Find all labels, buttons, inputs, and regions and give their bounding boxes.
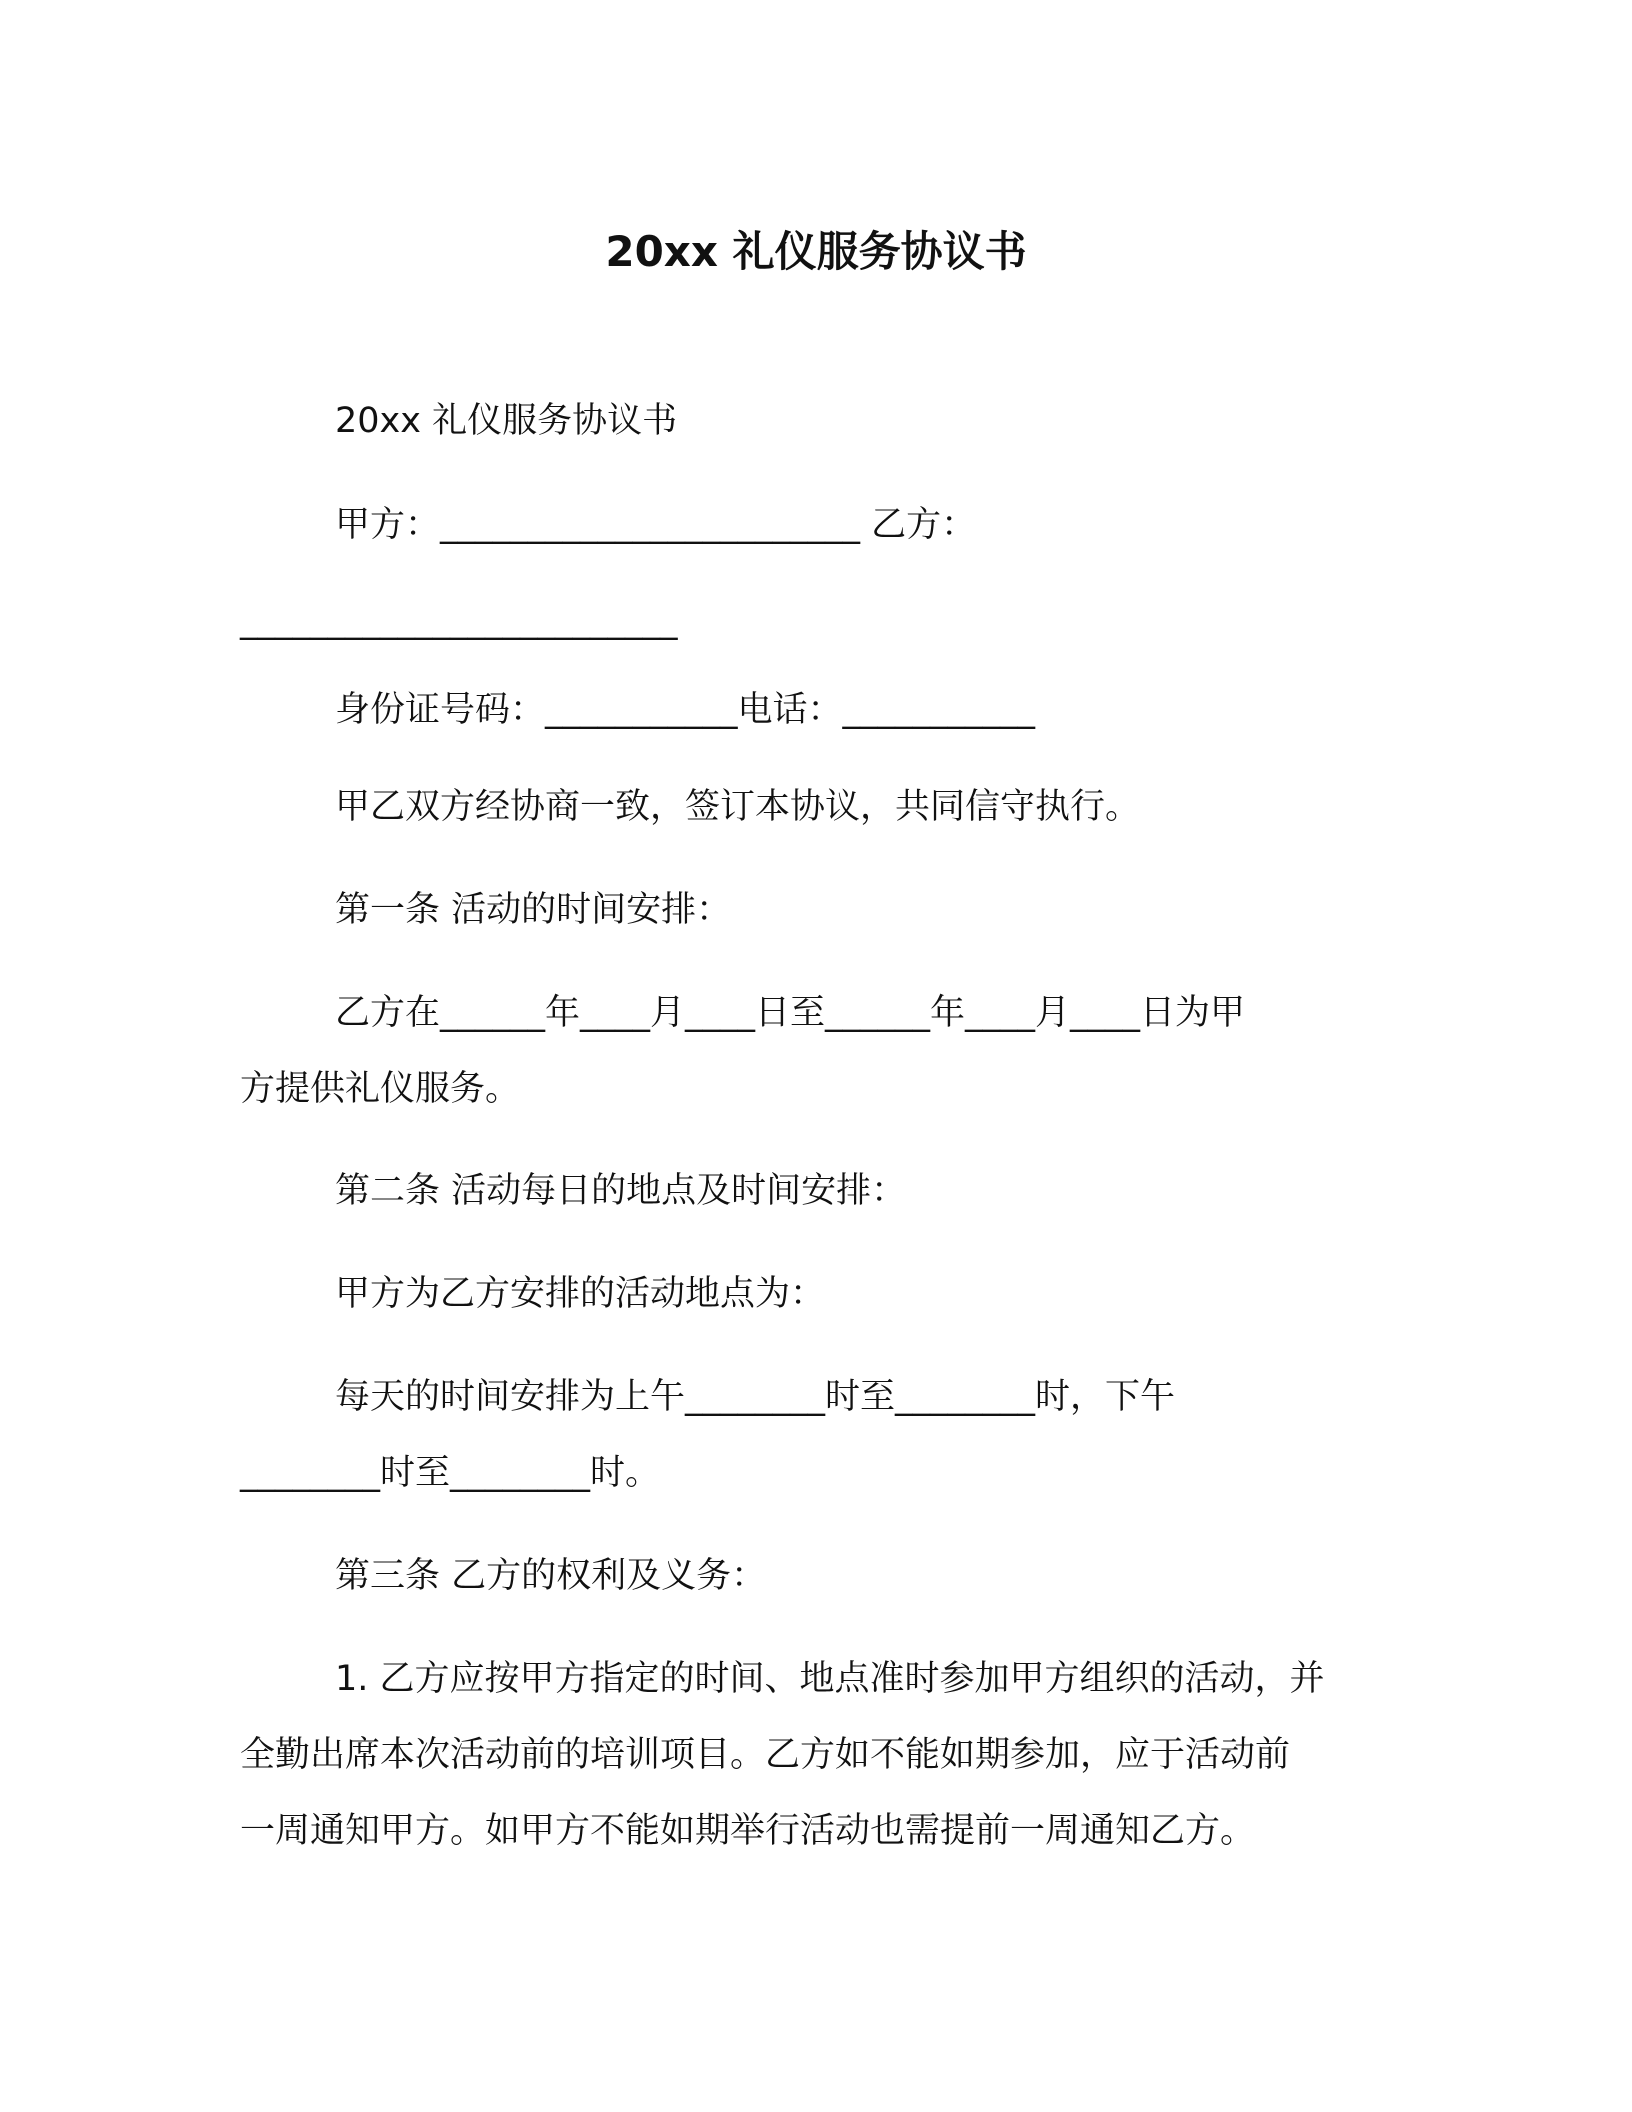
party-a-b-line: 甲方：________________________ 乙方： [335, 505, 977, 545]
article-3-item-1-line-3: 一周通知甲方。如甲方不能如期举行活动也需提前一周通知乙方。 [240, 1811, 1256, 1851]
article-3-heading: 第三条 乙方的权利及义务： [335, 1556, 767, 1596]
article-1-text-1: 乙方在______年____月____日至______年____月____日为甲 [335, 993, 1246, 1033]
party-b-blank-line: _________________________ [240, 601, 678, 641]
article-2-location-line: 甲方为乙方安排的活动地点为： [335, 1274, 826, 1314]
article-1-text-2: 方提供礼仪服务。 [240, 1069, 521, 1109]
document-title: 20xx 礼仪服务协议书 [605, 227, 1027, 276]
article-1-heading: 第一条 活动的时间安排： [335, 890, 732, 930]
article-3-item-1-line-1: 1. 乙方应按甲方指定的时间、地点准时参加甲方组织的活动，并 [335, 1659, 1325, 1699]
id-phone-line: 身份证号码：___________电话：___________ [335, 690, 1036, 730]
article-2-heading: 第二条 活动每日的地点及时间安排： [335, 1171, 907, 1211]
agreement-intro-line: 甲乙双方经协商一致，签订本协议，共同信守执行。 [335, 787, 1141, 827]
article-3-item-1-line-2: 全勤出席本次活动前的培训项目。乙方如不能如期参加，应于活动前 [240, 1735, 1291, 1775]
subtitle-line: 20xx 礼仪服务协议书 [335, 401, 678, 441]
article-2-time-line-2: ________时至________时。 [240, 1453, 661, 1493]
article-2-time-line-1: 每天的时间安排为上午________时至________时，下午 [335, 1377, 1176, 1417]
